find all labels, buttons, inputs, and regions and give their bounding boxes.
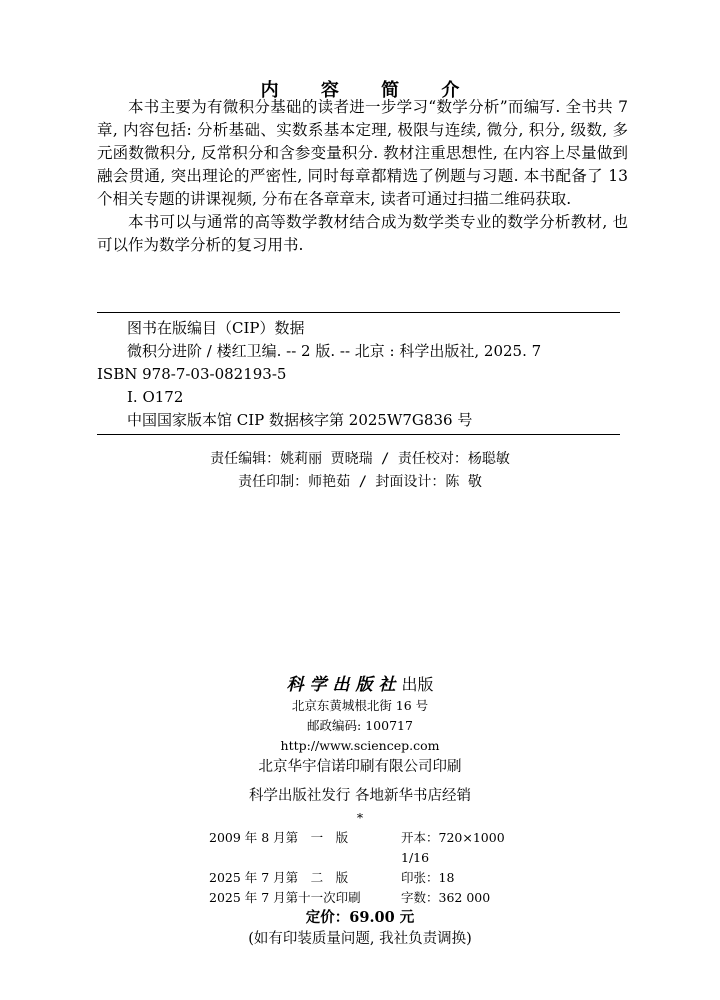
publisher-block	[0, 675, 720, 951]
cip-top-rule	[97, 312, 620, 313]
publisher-address: 北京东黄城根北街 16 号	[291, 698, 429, 713]
publisher-line	[0, 675, 720, 696]
edition-row	[0, 888, 720, 908]
edition-date: 2009 年 8 月第 一 版	[209, 830, 349, 845]
price: 定价：69.00 元	[305, 909, 415, 926]
page-title: 内 容 简 介	[260, 80, 478, 101]
introduction	[97, 96, 628, 257]
edition-info: 开本：720×1000 1/16	[401, 830, 505, 865]
publisher-postcode: 邮政编码: 100717	[307, 718, 413, 733]
edition-row	[0, 868, 720, 888]
cip-block	[97, 317, 637, 432]
publisher-url: http://www.sciencep.com	[280, 738, 440, 753]
quality-note: (如有印装质量问题, 我社负责调换)	[248, 931, 472, 947]
cip-classification: I. O172	[127, 388, 184, 406]
staff-line-1: 责任编辑：姚莉丽 贾晓瑞 / 责任校对：杨聪敏	[210, 451, 510, 467]
edition-date: 2025 年 7 月第十一次印刷	[209, 890, 361, 905]
cip-bottom-rule	[97, 434, 620, 435]
cip-isbn: ISBN 978-7-03-082193-5	[97, 365, 287, 383]
edition-date: 2025 年 7 月第 二 版	[209, 870, 349, 885]
edition-row	[0, 828, 720, 868]
publisher-logo: 科学出版社	[286, 675, 402, 695]
distribution-line: 科学出版社发行 各地新华书店经销	[248, 788, 472, 804]
staff-line-2: 责任印制：师艳茹 / 封面设计：陈 敬	[238, 474, 482, 490]
printer-line: 北京华宇信诺印刷有限公司印刷	[258, 759, 462, 775]
cip-record-number: 中国国家版本馆 CIP 数据核字第 2025W7G836 号	[127, 411, 473, 429]
cip-bibliographic-line: 微积分进阶 / 楼红卫编. -- 2 版. -- 北京 : 科学出版社, 2025. 7	[127, 342, 542, 360]
intro-paragraph-1: 本书主要为有微积分基础的读者进一步学习“数学分析”而编写. 全书共 7 章, 内容包括: 分析基础、实数系基本定理, 极限与连续, 微分, 积分, 级数, 多元函数微积分, 反常积分和含参变量积分. 教材注重思想性, 在内容上尽量做到融会贯通, 突出理论的严密性, 同时每章都精选了例题与习题. 本书配备了 13 个相关专题的讲课视频, 分布在各章章末, 读者可通过扫描二维码获取.	[97, 98, 628, 208]
staff-credits	[0, 448, 720, 494]
cip-heading: 图书在版编目（CIP）数据	[127, 319, 305, 337]
edition-info: 字数：362 000	[401, 890, 491, 905]
intro-paragraph-2: 本书可以与通常的高等数学教材结合成为数学类专业的数学分析教材, 也可以作为数学分析的复习用书.	[97, 213, 628, 254]
edition-info: 印张：18	[401, 870, 455, 885]
separator-star: *	[356, 810, 364, 825]
publisher-suffix: 出版	[401, 675, 434, 694]
